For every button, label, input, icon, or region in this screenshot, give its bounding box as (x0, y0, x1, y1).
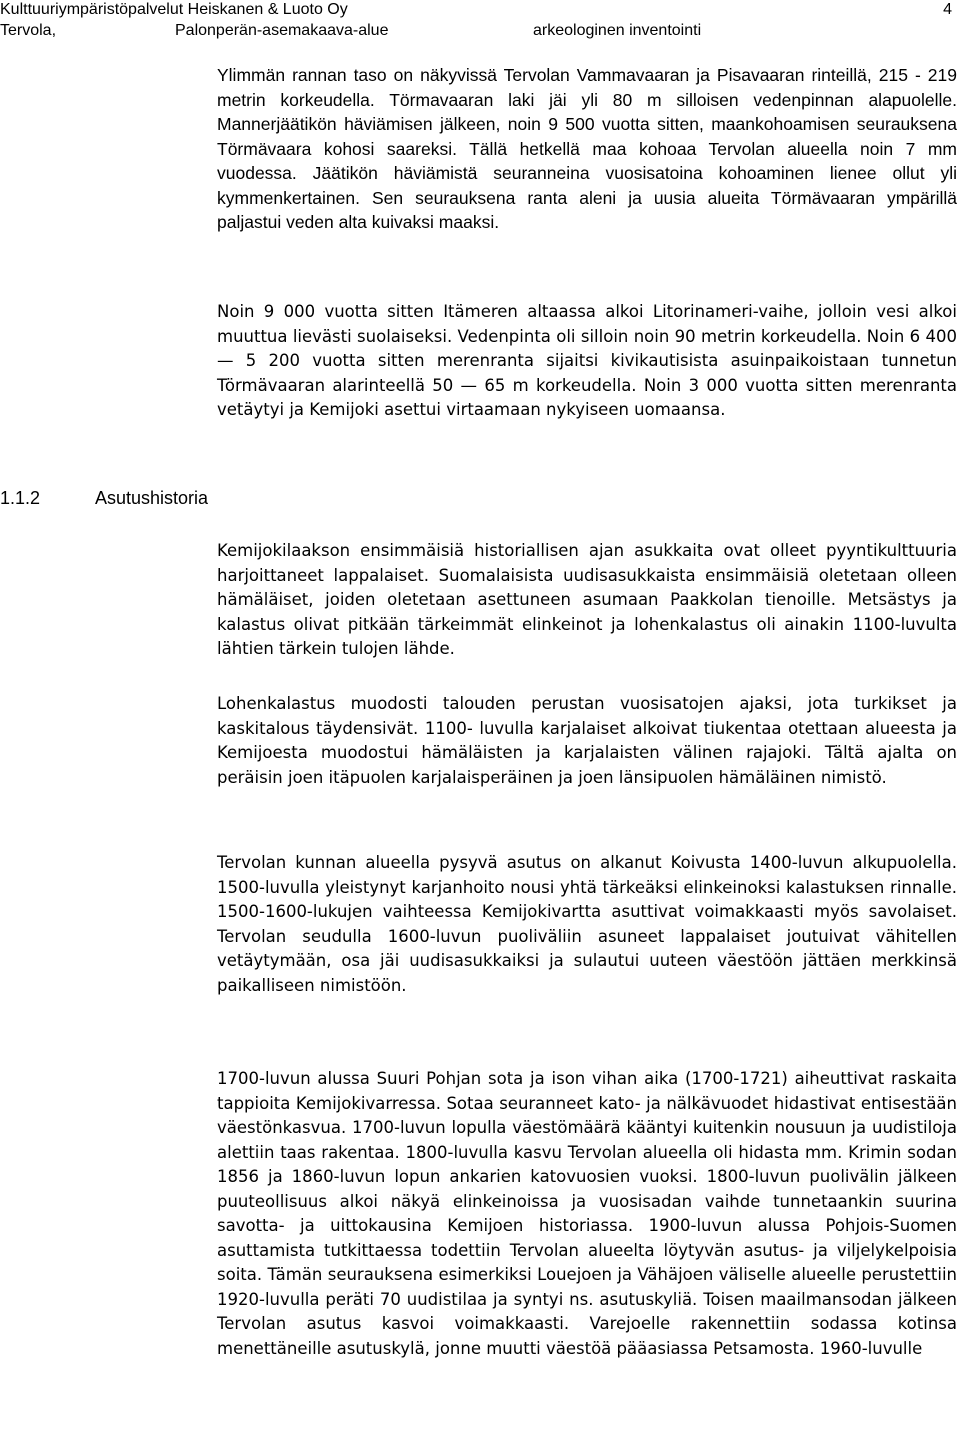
paragraph-salmon-fishing: Lohenkalastus muodosti talouden perustan vuosisatojen ajaksi, jota turkikset ja kaskitalous täydensivät. 1100- luvulla karjalaiset alkoivat tiukentaa otettaan alueesta ja Kemijoesta muodostui hämäläisten ja karjalaisten välinen rajajoki. Tältä ajalta on peräisin joen itäpuolen karjalaisperäinen ja joen länsipuolen hämäläinen nimistö. (217, 694, 957, 787)
paragraph-first-inhabitants: Kemijokilaakson ensimmäisiä historiallisen ajan asukkaita ovat olleet pyyntikulttuuria harjoittaneet lappalaiset. Suomalaisista uudisasukkaista ensimmäisiä oletetaan olleen hämäläiset, joiden oletetaan asettuneen asumaan Paakkolan tienoille. Metsästys ja kalastus olivat pitkään tärkeimmät elinkeinot ja lohenkalastus oli ainakin 1100-luvulta lähtien tärkein tulojen lähde. (217, 541, 957, 658)
report-type-label: arkeologinen inventointi (533, 22, 702, 39)
page-number: 4 (943, 1, 952, 18)
company-name: Kulttuuriympäristöpalvelut Heiskanen & Luoto Oy (0, 1, 348, 18)
paragraph-1700-1900-history: 1700-luvun alussa Suuri Pohjan sota ja ison vihan aika (1700-1721) aiheuttivat raskaita tappioita Kemijokivarressa. Sotaa seuranneet kato- ja nälkävuodet hidastivat entisestään väestönkasvua. 1700-luvun lopulla väestömäärä kääntyi kuitenkin nousuun ja uudistiloja alettiin taas rakentaa. 1800-luvulla kasvu Tervolan alueella oli hidasta mm. Krimin sodan 1856 ja 1860-luvun lopun ankarien katovuosien vuoksi. 1800-luvun puolivälin jälkeen puuteollisuus alkoi näkyä elinkeinoissa ja vuosisadan vaihde tunnetaankin suurina savotta- ja uittokausina Kemijoen historiassa. 1900-luvun alussa Pohjois-Suomen asuttamista tutkittaessa todettiin Tervolan alueelta löytyvän asutus- ja viljelykelpoisia soita. Tämän seurauksena esimerkiksi Louejoen ja Vähäjoen väliselle alueelle perustettiin 1920-luvulla peräti 70 uudistilaa ja syntyi ns. asutuskyliä. Toisen maailmansodan jälkeen Tervolan asutus kasvoi voimakkaasti. Varejoelle rakennettiin sodassa kotinsa menettäneille asutuskylä, jonne muutti väestöä pääasiassa Petsamosta. 1960-luvulle (217, 1069, 957, 1358)
plan-label: Palonperän-asemakaava-alue (175, 22, 389, 39)
location-label: Tervola, (0, 22, 57, 39)
section-title: Asutushistoria (95, 488, 209, 508)
paragraph-permanent-settlement: Tervolan kunnan alueella pysyvä asutus on alkanut Koivusta 1400-luvun alkupuolella. 1500-luvulla yleistynyt karjanhoito nousi yhtä tärkeäksi elinkeinoksi kalastuksen rinnalle. 1500-1600-lukujen vaihteessa Kemijokivartta asuttivat voimakkaasti myös savolaiset. Tervolan seudulla 1600-luvun puoliväliin asuneet lappalaiset joutuivat vähitellen vetäytymään, osa jäi uudisasukkaiksi ja sulautui uuteen väestöön jättäen merkkinsä paikalliseen nimistöön. (217, 853, 957, 995)
section-number: 1.1.2 (0, 488, 41, 508)
paragraph-land-uplift: Ylimmän rannan taso on näkyvissä Tervolan Vammavaaran ja Pisavaaran rinteillä, 215 - 219 metrin korkeudella. Törmavaaran laki jäi yli 80 m silloisen vedenpinnan alapuolelle. Mannerjäätikön häviämisen jälkeen, noin 9 500 vuotta sitten, maankohoamisen seurauksena Törmävaara kohosi saareksi. Tällä hetkellä maa kohoaa Tervolan alueella noin 7 mm vuodessa. Jäätikön häviämistä seuranneina vuosisatoina kohoaminen lienee ollut yli kymmenkertainen. Sen seurauksena ranta aleni ja uusia alueita Törmävaaran ympärillä paljastui veden alta kuivaksi maaksi. (217, 65, 957, 232)
paragraph-litorina-sea: Noin 9 000 vuotta sitten Itämeren altaassa alkoi Litorinameri-vaihe, jolloin vesi alkoi muuttua lievästi suolaiseksi. Vedenpinta oli silloin noin 90 metrin korkeudella. Noin 6 400 — 5 200 vuotta sitten merenranta sijaitsi kivikautisista asuinpaikoistaan tunnetun Törmävaaran alarinteellä 50 — 65 m korkeudella. Noin 3 000 vuotta sitten merenranta vetäytyi ja Kemijoki asettui virtaamaan nykyiseen uomaansa. (217, 302, 957, 419)
section-heading (0, 486, 208, 510)
